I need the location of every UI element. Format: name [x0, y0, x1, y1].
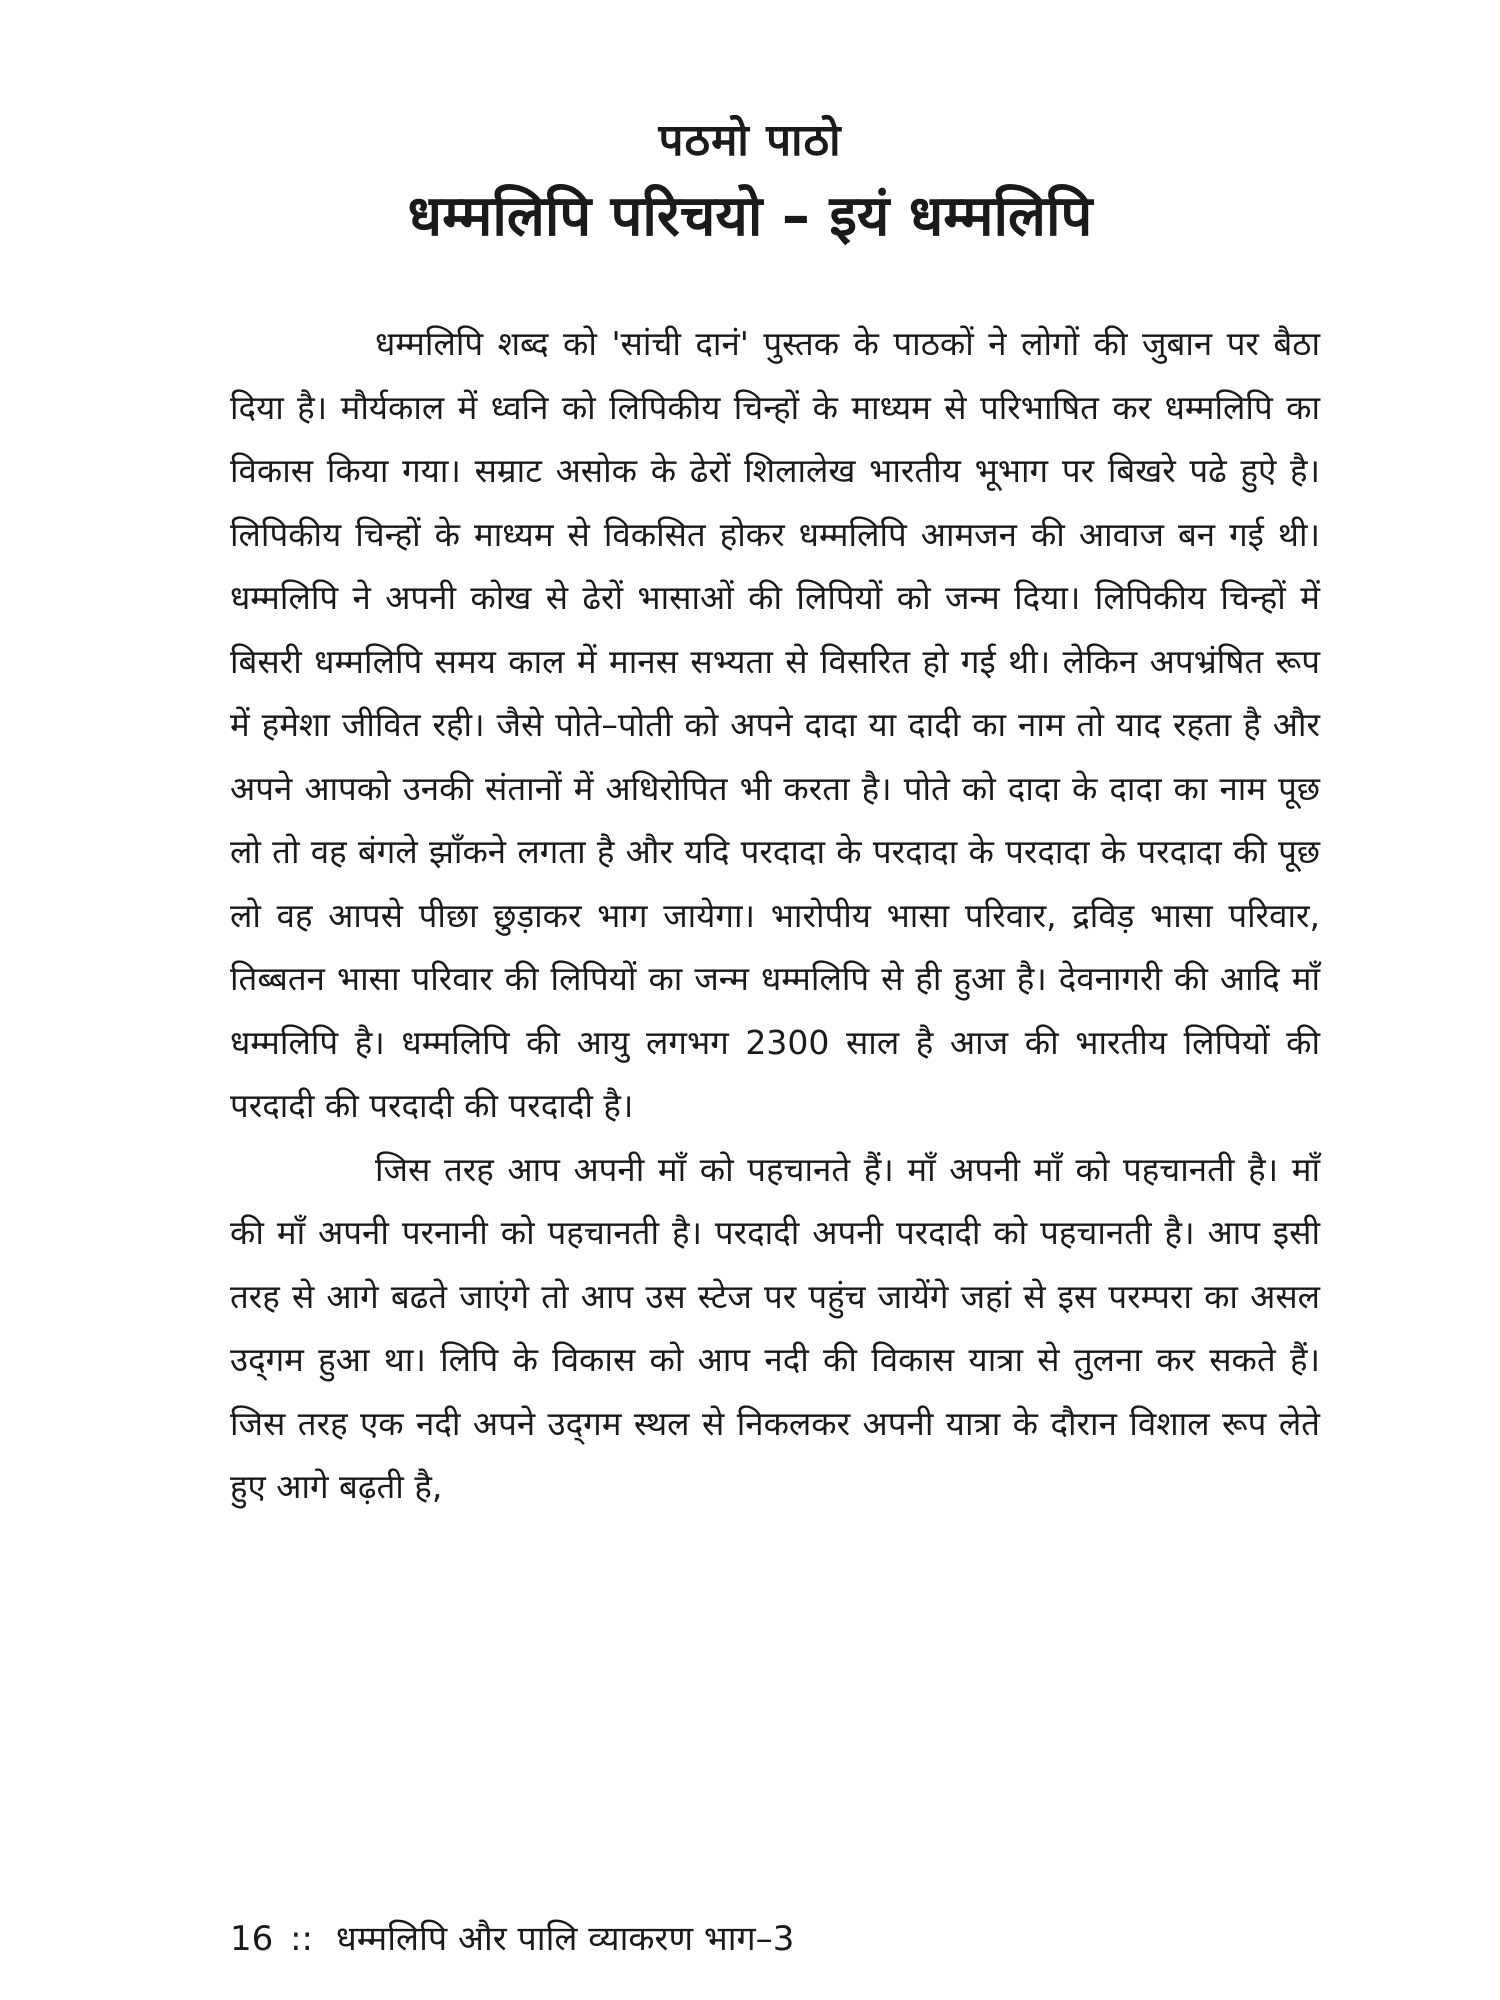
book-title: धम्मलिपि और पालि व्याकरण भाग–3 — [335, 1919, 795, 1959]
body-text — [230, 312, 1320, 1519]
page-footer — [230, 1914, 794, 1960]
footer-separator: :: — [290, 1919, 313, 1959]
paragraph-1: धम्मलिपि शब्द को 'सांची दानं' पुस्तक के पाठकों ने लोगों की जुबान पर बैठा दिया है। मौर्यकाल में ध्वनि को लिपिकीय चिन्हों के माध्यम से परिभाषित कर धम्मलिपि का विकास किया गया। सम्राट असोक के ढेरों शिलालेख भारतीय भूभाग पर बिखरे पढे हुऐ है। लिपिकीय चिन्हों के माध्यम से विकसित होकर धम्मलिपि आमजन की आवाज बन गई थी। धम्मलिपि ने अपनी कोख से ढेरों भासाओं की लिपियों को जन्म दिया। लिपिकीय चिन्हों में बिसरी धम्मलिपि समय काल में मानस सभ्यता से विसरित हो गई थी। लेकिन अपभ्रंषित रूप में हमेशा जीवित रही। जैसे पोते–पोती को अपने दादा या दादी का नाम तो याद रहता है और अपने आपको उनकी संतानों में अधिरोपित भी करता है। पोते को दादा के दादा का नाम पूछ लो तो वह बंगले झाँकने लगता है और यदि परदादा के परदादा के परदादा के परदादा की पूछ लो वह आपसे पीछा छुड़ाकर भाग जायेगा। भारोपीय भासा परिवार, द्रविड़ भासा परिवार, तिब्बतन भासा परिवार की लिपियों का जन्म धम्मलिपि से ही हुआ है। देवनागरी की आदि माँ धम्मलिपि है। धम्मलिपि की आयु लगभग 2300 साल है आज की भारतीय लिपियों की परदादी की परदादी की परदादी है। — [230, 324, 1320, 1125]
paragraph-2: जिस तरह आप अपनी माँ को पहचानते हैं। माँ अपनी माँ को पहचानती है। माँ की माँ अपनी परनानी को पहचानती है। परदादी अपनी परदादी को पहचानती है। आप इसी तरह से आगे बढते जाएंगे तो आप उस स्टेज पर पहुंच जायेंगे जहां से इस परम्परा का असल उद्‌गम हुआ था। लिपि के विकास को आप नदी की विकास यात्रा से तुलना कर सकते हैं। जिस तरह एक नदी अपने उद्‌गम स्थल से निकलकर अपनी यात्रा के दौरान विशाल रूप लेते हुए आगे बढ़ती है, — [230, 1149, 1320, 1506]
chapter-label: पठमो पाठो — [658, 115, 842, 166]
chapter-title: धम्मलिपि परिचयो – इयं धम्मलिपि — [407, 184, 1093, 249]
page-number: 16 — [230, 1919, 274, 1959]
